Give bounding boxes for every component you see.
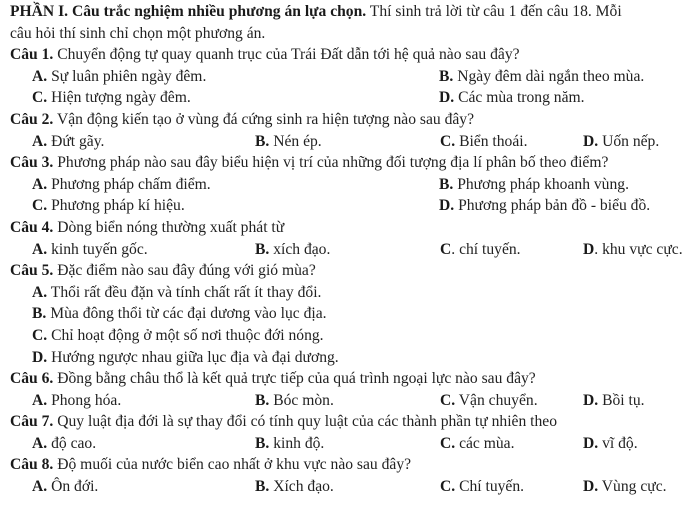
option-text: Các mùa trong năm. <box>454 89 585 107</box>
exam-page <box>10 1 700 498</box>
option-row <box>10 476 700 498</box>
option-b[interactable] <box>439 66 644 88</box>
option-text: Sự luân phiên ngày đêm. <box>47 67 207 85</box>
option-key: A. <box>32 391 48 409</box>
option-row <box>10 87 700 109</box>
option-text: Hiện tượng ngày đêm. <box>47 89 191 107</box>
question-text: Chuyển động tự quay quanh trục của Trái Đất dẫn tới hệ quả nào sau đây? <box>53 46 520 64</box>
option-key: A. <box>32 283 48 301</box>
option-text: Ngày đêm dài ngắn theo mùa. <box>453 67 645 85</box>
option-key: B. <box>32 305 47 323</box>
question-label: Câu 6. <box>10 370 54 388</box>
option-key: A. <box>32 240 48 258</box>
option-key: C. <box>440 391 456 409</box>
option-key: C. <box>32 197 48 215</box>
option-text: Uốn nếp. <box>598 132 660 150</box>
option-b[interactable] <box>255 476 334 498</box>
question-text: Quy luật địa đới là sự thay đổi có tính quy luật của các thành phần tự nhiên theo <box>53 413 557 431</box>
option-row <box>10 174 700 196</box>
question-label: Câu 3. <box>10 154 54 172</box>
question-6 <box>10 368 700 390</box>
option-c[interactable] <box>32 325 324 347</box>
question-text: Dòng biển nóng thường xuất phát từ <box>53 218 285 236</box>
option-c[interactable] <box>440 433 514 455</box>
option-key: D. <box>32 348 48 366</box>
option-row <box>10 66 700 88</box>
question-3 <box>10 152 700 174</box>
option-text: Hướng ngược nhau giữa lục địa và đại dương. <box>47 348 339 366</box>
option-row <box>10 239 700 261</box>
option-key: A. <box>32 67 48 85</box>
option-a[interactable] <box>32 66 206 88</box>
option-key: D <box>583 240 595 258</box>
option-c[interactable] <box>32 195 185 217</box>
option-d[interactable] <box>583 390 645 412</box>
option-d[interactable] <box>583 239 683 261</box>
option-row <box>10 282 700 304</box>
option-d[interactable] <box>583 433 638 455</box>
option-key: B. <box>255 391 270 409</box>
option-key: D. <box>583 478 599 496</box>
question-label: Câu 5. <box>10 262 54 280</box>
option-key: D. <box>583 132 599 150</box>
option-key: B. <box>255 132 270 150</box>
question-text: Đồng bằng châu thổ là kết quả trực tiếp của quá trình ngoại lực nào sau đây? <box>53 370 536 388</box>
question-label: Câu 4. <box>10 218 54 236</box>
option-text: . khu vực cực. <box>594 240 683 258</box>
option-text: các mùa. <box>455 434 515 452</box>
question-1 <box>10 44 700 66</box>
option-text: Vùng cực. <box>598 478 667 496</box>
option-text: Thổi rất đều đặn và tính chất rất ít thay đổi. <box>47 283 322 301</box>
option-key: B. <box>255 478 270 496</box>
option-text: độ cao. <box>47 434 97 452</box>
option-text: Chí tuyến. <box>455 478 525 496</box>
option-a[interactable] <box>32 239 148 261</box>
option-c[interactable] <box>440 390 538 412</box>
option-text: Phương pháp chấm điểm. <box>47 175 211 193</box>
option-text: Vận chuyển. <box>455 391 538 409</box>
option-text: Ôn đới. <box>47 478 99 496</box>
option-text: Bồi tụ. <box>598 391 645 409</box>
option-key: C. <box>440 132 456 150</box>
option-b[interactable] <box>32 303 327 325</box>
option-d[interactable] <box>583 131 659 153</box>
option-key: B. <box>439 175 454 193</box>
question-label: Câu 7. <box>10 413 54 431</box>
question-label: Câu 2. <box>10 110 54 128</box>
option-c[interactable] <box>440 131 528 153</box>
option-a[interactable] <box>32 390 121 412</box>
option-key: B. <box>439 67 454 85</box>
option-key: C. <box>32 89 48 107</box>
instruction-line: câu hỏi thí sinh chỉ chọn một phương án. <box>10 24 266 42</box>
option-text: vĩ độ. <box>598 434 638 452</box>
option-d[interactable] <box>583 476 667 498</box>
question-text: Vận động kiến tạo ở vùng đá cứng sinh ra hiện tượng nào sau đây? <box>53 110 475 128</box>
option-row <box>10 303 700 325</box>
option-key: C. <box>440 434 456 452</box>
option-key: B. <box>255 240 270 258</box>
option-a[interactable] <box>32 433 96 455</box>
option-b[interactable] <box>439 174 629 196</box>
option-row <box>10 325 700 347</box>
option-row <box>10 433 700 455</box>
option-text: Chỉ hoạt động ở một số nơi thuộc đới nóng. <box>47 326 324 344</box>
option-text: . chí tuyến. <box>451 240 521 258</box>
option-a[interactable] <box>32 282 321 304</box>
option-text: Xích đạo. <box>269 478 334 496</box>
section-heading: PHẦN I. Câu trắc nghiệm nhiều phương án lựa chọn. <box>10 3 367 20</box>
option-c[interactable] <box>440 476 524 498</box>
question-text: Phương pháp nào sau đây biểu hiện vị trí của những đối tượng địa lí phân bố theo điểm? <box>53 154 609 172</box>
option-key: A. <box>32 478 48 496</box>
option-text: kinh độ. <box>269 434 325 452</box>
option-text: xích đạo. <box>269 240 331 258</box>
question-list <box>10 44 700 497</box>
option-text: Mùa đông thổi từ các đại dương vào lục địa. <box>46 305 327 323</box>
question-text: Độ muối của nước biển cao nhất ở khu vực nào sau đây? <box>53 456 412 474</box>
option-a[interactable] <box>32 131 104 153</box>
option-a[interactable] <box>32 476 98 498</box>
option-d[interactable] <box>439 195 650 217</box>
option-row <box>10 195 700 217</box>
option-key: C. <box>440 478 456 496</box>
section-heading-line <box>10 1 700 23</box>
option-key: D. <box>583 391 599 409</box>
option-b[interactable] <box>255 433 324 455</box>
option-text: Phương pháp khoanh vùng. <box>453 175 629 193</box>
option-text: Phương pháp bản đồ - biểu đồ. <box>454 197 651 215</box>
option-text: Phong hóa. <box>47 391 122 409</box>
question-4 <box>10 217 700 239</box>
option-text: Bóc mòn. <box>269 391 334 409</box>
option-text: Biển thoái. <box>455 132 528 150</box>
option-c[interactable] <box>440 239 521 261</box>
option-key: A. <box>32 175 48 193</box>
option-row <box>10 390 700 412</box>
option-b[interactable] <box>255 390 334 412</box>
option-text: Nén ép. <box>269 132 322 150</box>
instruction-text: Thí sinh trả lời từ câu 1 đến câu 18. Mỗi <box>366 3 622 20</box>
option-key: C. <box>32 326 48 344</box>
option-d[interactable] <box>439 87 585 109</box>
option-text: Đứt gãy. <box>47 132 105 150</box>
question-2 <box>10 109 700 131</box>
option-b[interactable] <box>255 131 322 153</box>
question-7 <box>10 411 700 433</box>
option-d[interactable] <box>32 347 339 369</box>
option-key: C <box>440 240 452 258</box>
option-key: D. <box>583 434 599 452</box>
question-label: Câu 1. <box>10 46 54 64</box>
option-text: kinh tuyến gốc. <box>47 240 148 258</box>
option-key: D. <box>439 197 455 215</box>
option-key: A. <box>32 434 48 452</box>
question-text: Đặc điểm nào sau đây đúng với gió mùa? <box>53 262 316 280</box>
option-key: D. <box>439 89 455 107</box>
option-row <box>10 347 700 369</box>
option-b[interactable] <box>255 239 330 261</box>
option-key: A. <box>32 132 48 150</box>
option-key: B. <box>255 434 270 452</box>
question-5 <box>10 260 700 282</box>
question-label: Câu 8. <box>10 456 54 474</box>
option-c[interactable] <box>32 87 191 109</box>
option-a[interactable] <box>32 174 211 196</box>
option-row <box>10 131 700 153</box>
option-text: Phương pháp kí hiệu. <box>47 197 185 215</box>
question-8 <box>10 454 700 476</box>
